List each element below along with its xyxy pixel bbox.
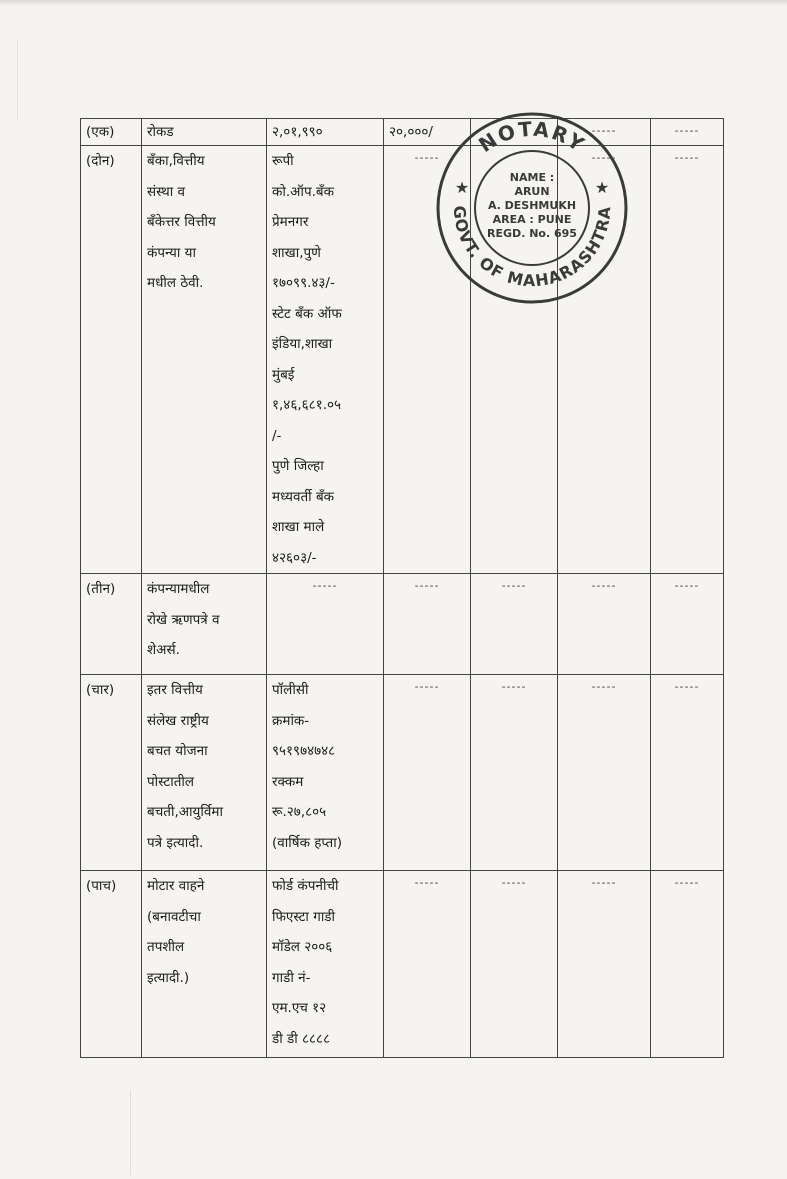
- row-number: (पाच): [81, 871, 142, 1058]
- svg-text:AREA : PUNE: AREA : PUNE: [492, 213, 572, 226]
- row-col-a: -----: [384, 675, 471, 871]
- svg-text:A. DESHMUKH: A. DESHMUKH: [487, 199, 577, 212]
- row-col-d: -----: [651, 675, 724, 871]
- svg-text:GOVT. OF MAHARASHTRA: GOVT. OF MAHARASHTRA: [449, 205, 615, 291]
- row-col-d: -----: [651, 574, 724, 675]
- row-detail: -----: [267, 574, 384, 675]
- row-number: (तीन): [81, 574, 142, 675]
- row-col-b: -----: [471, 574, 558, 675]
- row-col-b: -----: [471, 675, 558, 871]
- row-col-b: -----: [471, 871, 558, 1058]
- row-description: बँका,वित्तीय संस्था व बँकेत्तर वित्तीय कंपन्या या मधील ठेवी.: [142, 146, 267, 574]
- scan-mark: [130, 1090, 131, 1175]
- scan-mark: [17, 40, 18, 120]
- row-detail: २,०१,९९०: [267, 119, 384, 146]
- row-col-c: -----: [558, 871, 651, 1058]
- notary-stamp: [432, 108, 632, 308]
- table-row: [81, 871, 724, 1058]
- row-number: (एक): [81, 119, 142, 146]
- row-col-a: -----: [384, 574, 471, 675]
- row-col-d: -----: [651, 119, 724, 146]
- row-detail: फोर्ड कंपनीची फिएस्टा गाडी मॉडेल २००६ गाडी नं- एम.एच १२ डी डी ८८८८: [267, 871, 384, 1058]
- row-col-a: -----: [384, 146, 471, 574]
- row-col-a: -----: [384, 871, 471, 1058]
- row-description: कंपन्यामधील रोखे ऋणपत्रे व शेअर्स.: [142, 574, 267, 675]
- row-col-d: -----: [651, 146, 724, 574]
- svg-text:NOTARY: NOTARY: [474, 116, 590, 158]
- table-row: [81, 574, 724, 675]
- row-col-c: -----: [558, 146, 651, 574]
- svg-text:ARUN: ARUN: [514, 185, 550, 198]
- row-col-c: -----: [558, 119, 651, 146]
- table-row: [81, 675, 724, 871]
- svg-text:★: ★: [454, 178, 470, 197]
- row-description: रोकड: [142, 119, 267, 146]
- row-col-d: -----: [651, 871, 724, 1058]
- row-col-c: -----: [558, 574, 651, 675]
- row-number: (चार): [81, 675, 142, 871]
- svg-text:NAME :: NAME :: [509, 171, 555, 184]
- row-detail: पॉलीसी क्रमांक- ९५१९७४७४८ रक्कम रू.२७,८०५ (वार्षिक हप्ता): [267, 675, 384, 871]
- row-col-c: -----: [558, 675, 651, 871]
- svg-text:REGD. No. 695: REGD. No. 695: [487, 227, 577, 240]
- row-detail: रूपी को.ऑप.बँक प्रेमनगर शाखा,पुणे १७०९९.४३/- स्टेट बँक ऑफ इंडिया,शाखा मुंबई १,४६,६८१.०५ /- पुणे जिल्हा मध्यवर्ती बँक शाखा माले ४२६०३/-: [267, 146, 384, 574]
- page-edge: [0, 0, 787, 6]
- svg-text:★: ★: [594, 178, 610, 197]
- row-description: इतर वित्तीय संलेख राष्ट्रीय बचत योजना पोस्टातील बचती,आयुर्विमा पत्रे इत्यादी.: [142, 675, 267, 871]
- row-number: (दोन): [81, 146, 142, 574]
- notary-seal-icon: [432, 108, 632, 308]
- row-col-a: २०,०००/: [384, 119, 471, 146]
- row-description: मोटार वाहने (बनावटीचा तपशील इत्यादी.): [142, 871, 267, 1058]
